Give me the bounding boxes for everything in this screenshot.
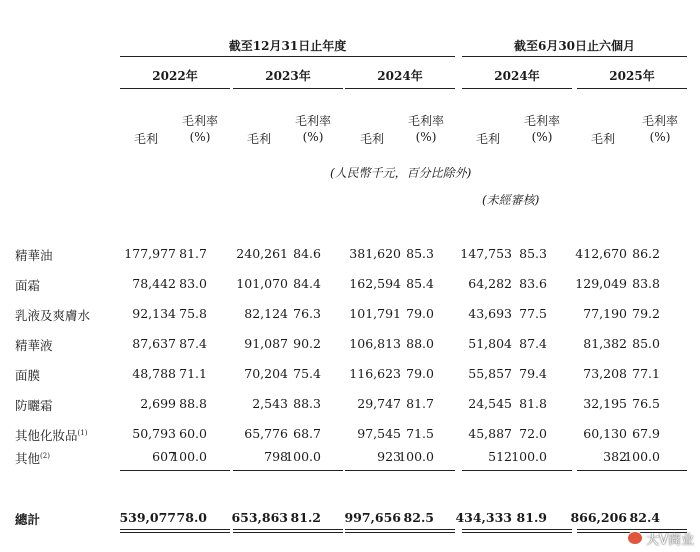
total-label: 總計 xyxy=(15,512,41,527)
margin-cell: 88.0 xyxy=(406,336,434,351)
year-header: 2024年 xyxy=(377,69,423,83)
gross-profit-cell: 382 xyxy=(603,449,627,464)
total-rule xyxy=(233,529,343,530)
col-margin-unit: (%) xyxy=(531,130,553,144)
header-group-rule xyxy=(462,56,687,57)
gross-profit-cell: 101,791 xyxy=(349,306,401,321)
margin-cell: 77.5 xyxy=(519,306,547,321)
margin-cell: 88.3 xyxy=(293,396,321,411)
gross-profit-cell: 73,208 xyxy=(583,366,627,381)
gross-profit-cell: 177,977 xyxy=(124,246,176,261)
margin-cell: 90.2 xyxy=(293,336,321,351)
subtotal-rule xyxy=(577,470,687,471)
gross-profit-cell: 24,545 xyxy=(468,396,512,411)
year-rule xyxy=(577,88,687,89)
audit-note: (未經審核) xyxy=(482,193,540,207)
gross-profit-cell: 70,204 xyxy=(244,366,288,381)
watermark xyxy=(627,529,694,548)
gross-profit-cell: 412,670 xyxy=(575,246,627,261)
header-group-rule xyxy=(120,56,455,57)
gross-profit-cell: 65,776 xyxy=(244,426,288,441)
gross-profit-cell: 381,620 xyxy=(349,246,401,261)
margin-cell: 72.0 xyxy=(519,426,547,441)
gross-profit-cell: 82,124 xyxy=(244,306,288,321)
margin-cell: 79.0 xyxy=(406,366,434,381)
gross-profit-cell: 60,130 xyxy=(583,426,627,441)
col-margin: 毛利率 xyxy=(641,114,678,128)
gross-profit-cell: 240,261 xyxy=(236,246,288,261)
margin-cell: 86.2 xyxy=(632,246,660,261)
gross-profit-cell: 116,623 xyxy=(349,366,401,381)
margin-cell: 76.3 xyxy=(293,306,321,321)
gross-profit-cell: 55,857 xyxy=(468,366,512,381)
row-label-text: 乳液及爽膚水 xyxy=(15,308,91,323)
margin-cell: 81.7 xyxy=(179,246,207,261)
year-rule xyxy=(233,88,343,89)
total-rule xyxy=(462,532,572,533)
row-label xyxy=(15,366,40,384)
col-gross-profit: 毛利 xyxy=(590,132,615,146)
total-margin-cell: 81.2 xyxy=(290,510,321,525)
margin-cell: 100.0 xyxy=(398,449,434,464)
col-margin: 毛利率 xyxy=(294,114,331,128)
row-label-text: 防曬霜 xyxy=(15,398,53,413)
row-label xyxy=(15,246,53,264)
margin-cell: 79.2 xyxy=(632,306,660,321)
gross-profit-cell: 64,282 xyxy=(468,276,512,291)
total-margin-cell: 82.4 xyxy=(629,510,660,525)
gross-profit-cell: 106,813 xyxy=(349,336,401,351)
margin-cell: 81.7 xyxy=(406,396,434,411)
gross-profit-cell: 87,637 xyxy=(132,336,176,351)
margin-cell: 60.0 xyxy=(179,426,207,441)
margin-cell: 85.3 xyxy=(519,246,547,261)
year-rule xyxy=(120,88,230,89)
row-label-text: 面膜 xyxy=(15,368,41,383)
margin-cell: 84.6 xyxy=(293,246,321,261)
margin-cell: 77.1 xyxy=(632,366,660,381)
margin-cell: 83.0 xyxy=(179,276,207,291)
col-margin-unit: (%) xyxy=(189,130,211,144)
gross-profit-cell: 147,753 xyxy=(460,246,512,261)
watermark-text: 大V商业 xyxy=(646,533,694,548)
footnote-marker: (2) xyxy=(40,451,50,460)
gross-profit-cell: 512 xyxy=(488,449,512,464)
margin-cell: 75.4 xyxy=(293,366,321,381)
gross-profit-cell: 97,545 xyxy=(357,426,401,441)
margin-cell: 71.5 xyxy=(406,426,434,441)
total-gross-profit-cell: 653,863 xyxy=(231,510,288,525)
gross-profit-cell: 92,134 xyxy=(132,306,176,321)
col-margin-unit: (%) xyxy=(649,130,671,144)
margin-cell: 85.3 xyxy=(406,246,434,261)
col-gross-profit: 毛利 xyxy=(133,132,158,146)
col-margin-unit: (%) xyxy=(302,130,324,144)
row-label-text: 精華油 xyxy=(15,248,53,263)
col-gross-profit: 毛利 xyxy=(359,132,384,146)
total-rule xyxy=(345,529,455,530)
margin-cell: 88.8 xyxy=(179,396,207,411)
year-rule xyxy=(345,88,455,89)
gross-profit-cell: 32,195 xyxy=(583,396,627,411)
year-header: 2024年 xyxy=(494,69,540,83)
col-margin: 毛利率 xyxy=(523,114,560,128)
margin-cell: 100.0 xyxy=(511,449,547,464)
row-label-text: 其他 xyxy=(15,451,41,466)
year-header: 2025年 xyxy=(609,69,655,83)
margin-cell: 100.0 xyxy=(171,449,207,464)
margin-cell: 84.4 xyxy=(293,276,321,291)
margin-cell: 71.1 xyxy=(179,366,207,381)
margin-cell: 100.0 xyxy=(285,449,321,464)
subtotal-rule xyxy=(462,470,572,471)
row-label xyxy=(15,306,90,324)
gross-profit-cell: 91,087 xyxy=(244,336,288,351)
footnote-marker: (1) xyxy=(77,428,88,437)
margin-cell: 76.5 xyxy=(632,396,660,411)
margin-cell: 85.4 xyxy=(406,276,434,291)
subtotal-rule xyxy=(120,470,230,471)
header-group-halfyear: 截至6月30日止六個月 xyxy=(513,39,636,53)
total-gross-profit-cell: 866,206 xyxy=(570,510,627,525)
col-margin: 毛利率 xyxy=(407,114,444,128)
margin-cell: 75.8 xyxy=(179,306,207,321)
col-margin: 毛利率 xyxy=(181,114,218,128)
gross-profit-cell: 923 xyxy=(377,449,401,464)
year-header: 2023年 xyxy=(265,69,311,83)
col-margin-unit: (%) xyxy=(415,130,437,144)
gross-profit-cell: 2,699 xyxy=(140,396,176,411)
gross-profit-cell: 45,887 xyxy=(468,426,512,441)
row-label xyxy=(15,276,40,294)
total-margin-cell: 81.9 xyxy=(516,510,547,525)
margin-cell: 100.0 xyxy=(624,449,660,464)
gross-profit-cell: 81,382 xyxy=(583,336,627,351)
total-rule xyxy=(233,532,343,533)
subtotal-rule xyxy=(345,470,455,471)
margin-cell: 79.4 xyxy=(519,366,547,381)
margin-cell: 83.6 xyxy=(519,276,547,291)
gross-profit-cell: 2,543 xyxy=(252,396,288,411)
margin-cell: 79.0 xyxy=(406,306,434,321)
gross-profit-cell: 51,804 xyxy=(468,336,512,351)
gross-profit-cell: 78,442 xyxy=(132,276,176,291)
margin-cell: 83.8 xyxy=(632,276,660,291)
total-rule xyxy=(120,529,230,530)
header-group-annual: 截至12月31日止年度 xyxy=(228,39,347,53)
total-rule xyxy=(120,532,230,533)
row-label xyxy=(15,396,53,414)
row-label xyxy=(15,449,50,467)
total-margin-cell: 82.5 xyxy=(403,510,434,525)
margin-cell: 85.0 xyxy=(632,336,660,351)
row-label-text: 面霜 xyxy=(15,278,41,293)
row-label xyxy=(15,426,87,444)
total-gross-profit-cell: 434,333 xyxy=(455,510,512,525)
margin-cell: 81.8 xyxy=(519,396,547,411)
gross-profit-cell: 77,190 xyxy=(583,306,627,321)
row-label-text: 精華液 xyxy=(15,338,53,353)
total-gross-profit-cell: 539,077 xyxy=(119,510,176,525)
year-rule xyxy=(462,88,572,89)
year-header: 2022年 xyxy=(152,69,198,83)
col-gross-profit: 毛利 xyxy=(475,132,500,146)
col-gross-profit: 毛利 xyxy=(246,132,271,146)
gross-profit-cell: 162,594 xyxy=(349,276,401,291)
total-rule xyxy=(462,529,572,530)
gross-profit-cell: 29,747 xyxy=(357,396,401,411)
margin-cell: 87.4 xyxy=(519,336,547,351)
gross-profit-cell: 607 xyxy=(152,449,176,464)
margin-cell: 68.7 xyxy=(293,426,321,441)
gross-profit-cell: 50,793 xyxy=(132,426,176,441)
gross-profit-cell: 798 xyxy=(264,449,288,464)
total-rule xyxy=(345,532,455,533)
total-margin-cell: 78.0 xyxy=(176,510,207,525)
gross-profit-cell: 101,070 xyxy=(236,276,288,291)
margin-cell: 67.9 xyxy=(632,426,660,441)
subtotal-rule xyxy=(233,470,343,471)
gross-profit-cell: 48,788 xyxy=(132,366,176,381)
unit-note: (人民幣千元，百分比除外) xyxy=(330,166,472,180)
gross-profit-cell: 129,049 xyxy=(575,276,627,291)
weibo-icon xyxy=(627,531,643,545)
margin-cell: 87.4 xyxy=(179,336,207,351)
gross-profit-cell: 43,693 xyxy=(468,306,512,321)
row-label-text: 其他化妝品 xyxy=(15,428,78,443)
total-gross-profit-cell: 997,656 xyxy=(344,510,401,525)
row-label xyxy=(15,336,53,354)
